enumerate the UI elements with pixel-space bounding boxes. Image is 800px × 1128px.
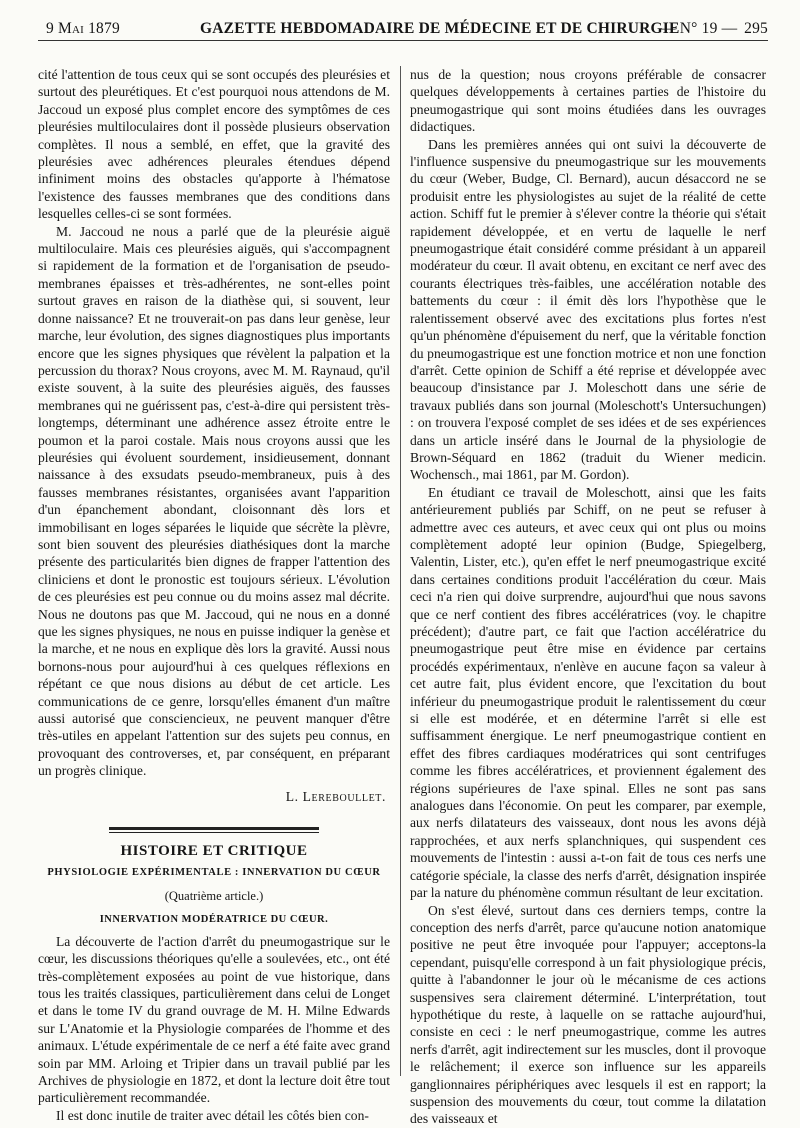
section-divider-thin [109, 832, 319, 833]
article-subtitle: INNERVATION MODÉRATRICE DU CŒUR. [99, 914, 329, 926]
paragraph: nus de la question; nous croyons préférable de consacrer quelques développements à certaines parties de l'histoire du pneumogastrique qui sont moins étudiées dans les ouvrages didactiques. [410, 67, 766, 135]
section-title: HISTOIRE ET CRITIQUE [120, 843, 308, 860]
issue-number: — N° 19 — [660, 20, 738, 37]
paragraph: La découverte de l'action d'arrêt du pneumogastrique sur le cœur, les discussions théoriques qu'elle a soulevées, etc., ont été très-complètement exposées au point de vue historique, dans tous les traités classiques, particulièrement dans celui de Longet et dans le tome IV du grand ouvrage de M. H. Milne Edwards sur L'Anatomie et la Physiologie comparées de l'homme et des animaux. L'étude expérimentale de ce nerf a été faite avec grand soin par MM. Arloing et Tripier dans un travail publié par les Archives de physiologie en 1872, et dont la lecture doit être tout particulièrement recommandée. [38, 933, 390, 1106]
author-signature: L. Lereboullet. [285, 788, 386, 804]
paragraph: Dans les premières années qui ont suivi la découverte de l'influence suspensive du pneumogastrique sur les mouvements du cœur (Weber, Budge, Cl. Bernard), aucun désaccord ne se produisit entre les physiologistes au sujet de la réalité de cette action. Schiff fut le premier à s'élever contre la théorie qui s'était rapidement développée, et en vertu de laquelle le nerf pneumogastrique était considéré comme présidant à un appareil modérateur du cœur. Il avait obtenu, en excitant ce nerf avec des courants électriques très-faibles, une accélération notable des battements du cœur : il émit dès lors l'hypothèse que le ralentissement observé avec des excitations plus fortes n'est qu'un phénomène d'épuisement du nerf, que la véritable fonction du pneumogastrique est une fonction motrice et non une fonction d'arrêt. Cette opinion de Schiff a été reprise et développée avec beaucoup d'insistance par J. Moleschott dans une série de travaux publiés dans son journal (Moleschott's Untersuchungen) : on trouvera l'exposé complet de ses idées et de ses expériences dans un article inséré dans le Journal de la physiologie de Brown-Séquard en 1862 (traduit du Wiener medicin. Wochensch., mai 1861, par M. Gordon). [410, 136, 766, 483]
left-column [38, 66, 390, 1124]
article-note: (Quatrième article.) [164, 888, 264, 903]
page-number: 295 [744, 20, 768, 37]
paragraph: M. Jaccoud ne nous a parlé que de la pleurésie aiguë multiloculaire. Mais ces pleurésies aiguës, qui s'accompagnent si rapidement de la formation et de l'organisation de pseudo-membranes épaisses et très-adhérentes, ne sont-elles point surtout graves en raison de la diathèse qui, si souvent, leur donne naissance? Et ne trouverait-on pas dans leur genèse, leur marche, leur évolution, des signes diagnostiques plus importants encore que les signes physiques que révèlent la palpation et la percussion du thorax? Nous croyons, avec M. M. Raynaud, qu'il existe souvent, à la suite des pleurésies aiguës, des fausses membranes qui ne guérissent pas, c'est-à-dire qui persistent très-longtemps, déterminant une adhérence assez étroite entre le poumon et la paroi costale. Mais nous croyons aussi que les pleurésies qui évoluent sourdement, insidieusement, donnant naissance à des exsudats pseudo-membraneux, puis à des fausses membranes résistantes, organisées avant l'apparition d'un épanchement abondant, cloisonnant dès lors et immobilisant en loges séparées le liquide que sécrète la plèvre, sont bien souvent des pleurésies diathésiques dont la marche présente des particularités bien dignes de frapper l'attention des cliniciens et dont le pronostic est toujours sérieux. L'évolution de ces pleurésies est peu connue ou du moins assez mal décrite. Nous ne doutons pas que M. Jaccoud, qui ne nous en a donné que les signes physiques, ne nous en puisse indiquer la genèse et la marche, et ne nous en explique dès lors la gravité. Aussi nous bornons-nous pour aujourd'hui à ces quelques réflexions en répétant ce que nous disions au début de cet article. Les communications de ce genre, lorsqu'elles émanent d'un maître aussi autorisé que consciencieux, ne peuvent manquer d'être très-utiles en appelant l'attention sur des sujets peu connus, en provoquant des controverses, et, par conséquent, en préparant un progrès clinique. [38, 223, 390, 779]
journal-title: GAZETTE HEBDOMADAIRE DE MÉDECINE ET DE CHIRURGIE [200, 20, 680, 37]
section-divider-thick [109, 827, 319, 830]
right-column [410, 66, 766, 1128]
paragraph: On s'est élevé, surtout dans ces derniers temps, contre la conception des nerfs d'arrêt, parce qu'aucune notion anatomique positive ne peut être invoquée pour l'appuyer; acceptons-la cependant, puisqu'elle correspond à un fait physiologique précis, quitte à l'abandonner le jour où le mécanisme de ces actions suspensives sera clairement déterminé. L'interprétation, tout hypothétique du reste, à laquelle on se rattache aujourd'hui, consiste en ceci : le nerf pneumogastrique, comme les autres nerfs d'arrêt, agit indirectement sur les muscles, dont il provoque le relâchement; il exerce son influence sur les appareils ganglionnaires périphériques avec lesquels il est en rapport; la suspension des mouvements du cœur, tout comme la dilatation des vaisseaux et [410, 902, 766, 1127]
subsection-title: PHYSIOLOGIE EXPÉRIMENTALE : INNERVATION DU CŒUR [47, 867, 381, 879]
header-rule [38, 40, 768, 41]
issue-date: 9 Mai 1879 [46, 20, 120, 37]
page-header [38, 12, 768, 40]
paragraph: Il est donc inutile de traiter avec détail les côtés bien con- [56, 1107, 369, 1123]
column-divider [400, 66, 401, 1076]
paragraph: En étudiant ce travail de Moleschott, ainsi que les faits antérieurement publiés par Schiff, on ne peut se refuser à admettre avec ces auteurs, et avec ceux qui ont plus ou moins complètement adopté leur opinion (Budge, Spiegelberg, Valentin, Lister, etc.), qu'en effet le nerf pneumogastrique excité dans certaines conditions produit l'accélération du cœur. Mais ceci n'a rien qui doive surprendre, aujourd'hui que nous savons que ce nerf contient des fibres accélératrices (voy. le chapitre précédent); d'autre part, ce fait que l'action accélératrice du pneumogastrique peut être mise en évidence par certains procédés expérimentaux, n'enlève en aucune façon sa valeur à cet autre fait, plus évident encore, que l'excitation du bout inférieur du pneumogastrique produit le ralentissement du cœur si elle est modérée, et en détermine l'arrêt si elle est suffisamment énergique. Le nerf pneumogastrique contient en effet des fibres cardiaques modératrices qui sont centrifuges comme les fibres accélératrices, et proviennent également des régions supérieures de l'axe spinal. Elles ne sont pas sans analogues dans l'économie. On peut les comparer, par exemple, aux nerfs dilatateurs des vaisseaux, dont nous les avons déjà rapprochées, et aux nerfs splanchniques, qui suspendent ces mouvements de l'intestin : aussi a-t-on fait de tous ces nerfs une catégorie spéciale, la classe des nerfs d'arrêt, désignation inspirée par la nature du phénomène commun résultant de leur excitation. [410, 484, 766, 901]
paragraph: cité l'attention de tous ceux qui se sont occupés des pleurésies et surtout des pleurétiques. Et c'est pourquoi nous attendons de M. Jaccoud un exposé plus complet encore des symptômes de ces pleurésies multiloculaires dont il possède plusieurs observation complètes. Il nous a semblé, en effet, que la gravité des pleurésies avec adhérences pleurales étendues dépend infiniment moins des obstacles qu'apporte à l'hématose l'existence des fausses membranes que des conditions dans lesquelles celles-ci se sont formées. [38, 67, 390, 222]
